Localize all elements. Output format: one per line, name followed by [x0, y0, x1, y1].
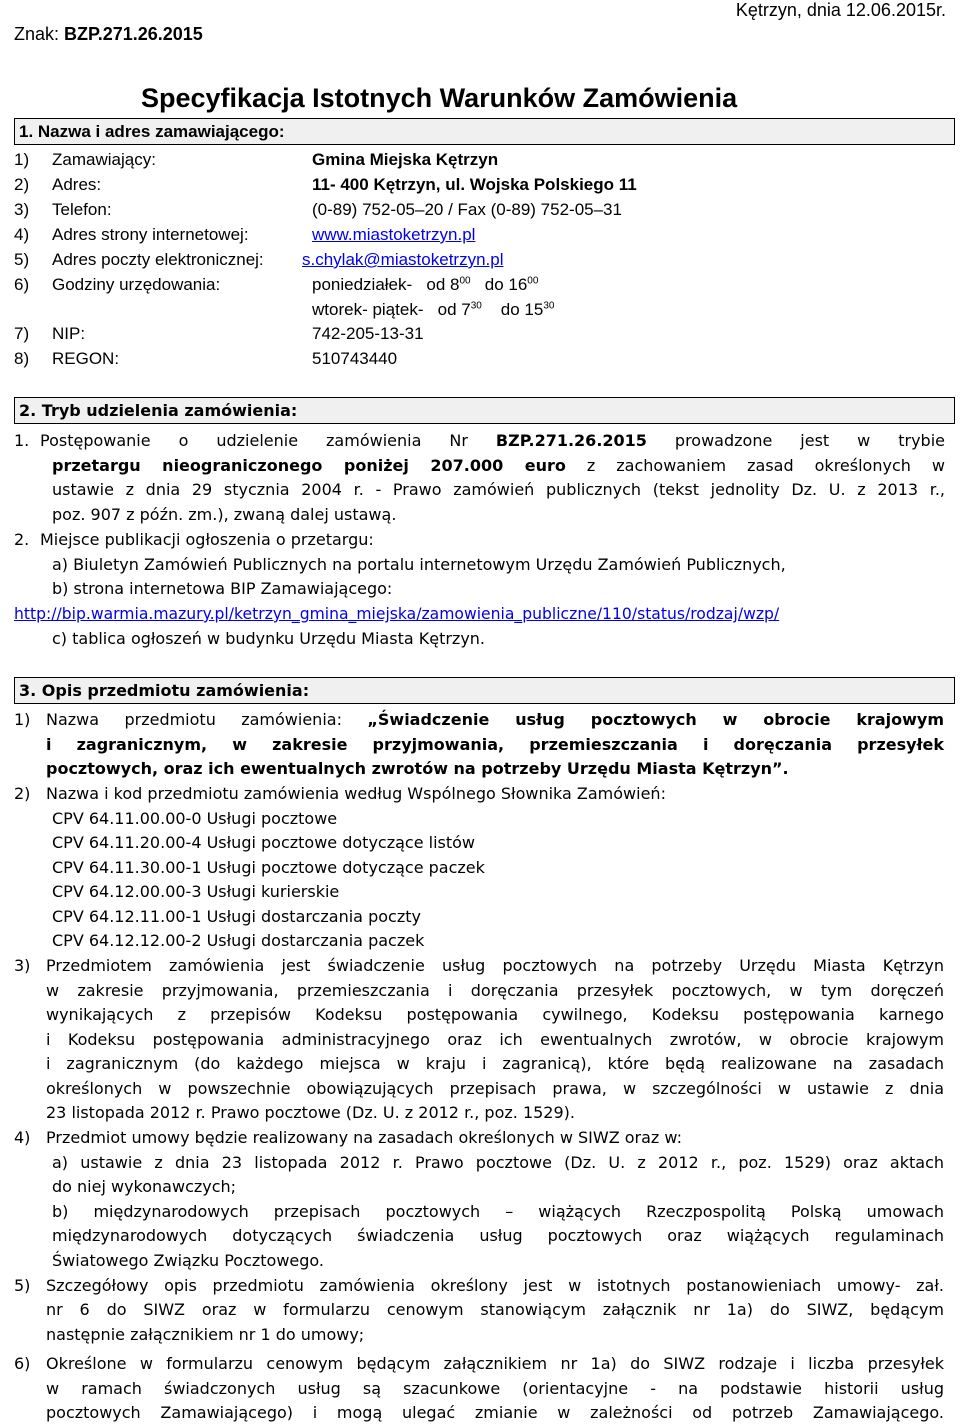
- paragraph-num: 2.: [14, 530, 30, 549]
- publication-b: b) strona internetowa BIP Zamawiającego:: [52, 579, 393, 598]
- item3-line: określonych w powszechnie obowiązujących przepisach prawa, w szczególności w ustawie z dnia: [46, 1079, 944, 1098]
- paragraph1-line3: ustawie z dnia 29 stycznia 2004 r. - Prawo zamówień publicznych (tekst jednolity Dz. U. z 2013 r.,: [52, 480, 945, 499]
- paragraph1-line1: Postępowanie o udzielenie zamówienia Nr BZP.271.26.2015 prowadzone jest w trybie: [40, 431, 946, 450]
- item-num: 3): [14, 200, 30, 219]
- page-title: Specyfikacja Istotnych Warunków Zamówienia: [141, 83, 738, 113]
- item5-line3: następnie załącznikiem nr 1 do umowy;: [46, 1325, 365, 1344]
- item-label: Adres poczty elektronicznej:: [52, 250, 264, 269]
- bip-url-link[interactable]: http://bip.warmia.mazury.pl/ketrzyn_gmina_miejska/zamowienia_publiczne/110/status/rodzaj/wzp/: [14, 605, 780, 623]
- item4-b-line2: międzynarodowych dotyczących świadczenia usług pocztowych oraz wiążących regulaminach: [52, 1226, 944, 1245]
- item3-line: wynikających z przepisów Kodeksu postępowania cywilnego, Kodeksu postępowania karnego: [46, 1005, 944, 1024]
- item6-line3: pocztowych Zamawiającego) i mogą ulegać zmianie w zależności od potrzeb Zamawiającego.: [46, 1403, 944, 1422]
- section1-heading: 1. Nazwa i adres zamawiającego:: [14, 118, 955, 145]
- item-value: 742-205-13-31: [312, 324, 424, 343]
- item-num: 1): [14, 150, 30, 169]
- item-num: 6): [14, 275, 30, 294]
- hours-line-1: poniedziałek- od $8^{00}$ do $16^{00}$: [312, 275, 539, 294]
- item-label: Zamawiający:: [52, 150, 156, 169]
- item-num: 7): [14, 324, 30, 343]
- item-value: Gmina Miejska Kętrzyn: [312, 150, 499, 169]
- paragraph1-line4: poz. 907 z późn. zm.), zwaną dalej ustawą.: [52, 505, 397, 524]
- item-num: 5): [14, 250, 30, 269]
- item-num: 6): [14, 1354, 31, 1373]
- cpv-code: CPV 64.12.00.00-3 Usługi kurierskie: [52, 882, 340, 901]
- email-link[interactable]: s.chylak@miastoketrzyn.pl: [302, 250, 504, 269]
- item4-a-line1: a) ustawie z dnia 23 listopada 2012 r. Prawo pocztowe (Dz. U. z 2012 r., poz. 1529) oraz aktach: [52, 1153, 944, 1172]
- item-value: 11- 400 Kętrzyn, ul. Wojska Polskiego 11: [312, 175, 637, 194]
- item5-line1: Szczegółowy opis przedmiotu zamówienia określony jest w istotnych postanowieniach umowy- zał.: [46, 1276, 944, 1295]
- publication-a: a) Biuletyn Zamówień Publicznych na portalu internetowym Urzędu Zamówień Publicznych,: [52, 555, 786, 574]
- place-date: Kętrzyn, dnia 12.06.2015r.: [735, 0, 946, 20]
- item4-a-line2: do niej wykonawczych;: [52, 1177, 237, 1196]
- paragraph2-text: Miejsce publikacji ogłoszenia o przetargu:: [40, 530, 374, 549]
- item-num: 8): [14, 349, 30, 368]
- cpv-intro: Nazwa i kod przedmiotu zamówienia według Wspólnego Słownika Zamówień:: [46, 784, 666, 803]
- item-num: 3): [14, 956, 31, 975]
- item-num: 4): [14, 225, 30, 244]
- item4-b-line3: Światowego Związku Pocztowego.: [52, 1251, 325, 1270]
- cpv-code: CPV 64.12.11.00-1 Usługi dostarczania poczty: [52, 907, 421, 926]
- item-num: 2): [14, 175, 30, 194]
- cpv-code: CPV 64.11.00.00-0 Usługi pocztowe: [52, 809, 338, 828]
- item3-line: w zakresie przyjmowania, przemieszczania i doręczania przesyłek pocztowych, w tym doręczeń: [46, 981, 944, 1000]
- item-value: (0-89) 752-05–20 / Fax (0-89) 752-05–31: [312, 200, 622, 219]
- item3-line: i zagranicznym (do każdego miejsca w kraju i zagranicą), które będą realizowane na zasadach: [46, 1054, 944, 1073]
- cpv-code: CPV 64.11.20.00-4 Usługi pocztowe dotyczące listów: [52, 833, 476, 852]
- cpv-code: CPV 64.12.12.00-2 Usługi dostarczania paczek: [52, 931, 425, 950]
- reference-number: BZP.271.26.2015: [64, 24, 203, 44]
- item-label: Telefon:: [52, 200, 112, 219]
- item-label: Adres strony internetowej:: [52, 225, 249, 244]
- reference-label: Znak:: [14, 24, 65, 44]
- paragraph-num: 1.: [14, 431, 30, 450]
- item5-line2: nr 6 do SIWZ oraz w formularzu cenowym stanowiącym załącznik nr 1a) do SIWZ, będącym: [46, 1300, 944, 1319]
- item-num: 4): [14, 1128, 31, 1147]
- item3-line: i Kodeksu postępowania administracyjnego oraz ich ewentualnych zwrotów, w obrocie krajowym: [46, 1030, 944, 1049]
- website-link[interactable]: www.miastoketrzyn.pl: [312, 225, 476, 244]
- item-num: 5): [14, 1276, 31, 1295]
- section2-heading: 2. Tryb udzielenia zamówienia:: [14, 397, 955, 424]
- section3-heading: 3. Opis przedmiotu zamówienia:: [14, 677, 955, 704]
- item6-line2: w ramach świadczonych usług są szacunkowe (orientacyjne - na podstawie historii usług: [46, 1379, 944, 1398]
- paragraph1-line2: przetargu nieograniczonego poniżej 207.000 euro z zachowaniem zasad określonych w: [52, 456, 945, 475]
- subject-name-line3: pocztowych, oraz ich ewentualnych zwrotów na potrzeby Urzędu Miasta Kętrzyn”.: [46, 759, 789, 778]
- item4-b-line1: b) międzynarodowych przepisach pocztowych – wiążących Rzeczpospolitą Polską umowach: [52, 1202, 944, 1221]
- item3-line: 23 listopada 2012 r. Prawo pocztowe (Dz. U. z 2012 r., poz. 1529).: [46, 1103, 575, 1122]
- item-num: 1): [14, 710, 31, 729]
- subject-name-line2: i zagranicznym, w zakresie przyjmowania, przemieszczania i doręczania przesyłek: [46, 735, 944, 754]
- item-label: NIP:: [52, 324, 86, 343]
- publication-c: c) tablica ogłoszeń w budynku Urzędu Miasta Kętrzyn.: [52, 629, 486, 648]
- item-label: REGON:: [52, 349, 120, 368]
- item-value: 510743440: [312, 349, 398, 368]
- item4-text: Przedmiot umowy będzie realizowany na zasadach określonych w SIWZ oraz w:: [46, 1128, 683, 1147]
- item-num: 2): [14, 784, 31, 803]
- item-label: Adres:: [52, 175, 102, 194]
- item3-line: Przedmiotem zamówienia jest świadczenie usług pocztowych na potrzeby Urzędu Miasta Kętrzyn: [46, 956, 944, 975]
- subject-name-line1: Nazwa przedmiotu zamówienia: „Świadczenie usług pocztowych w obrocie krajowym: [46, 710, 945, 729]
- item6-line1: Określone w formularzu cenowym będącym załącznikiem nr 1a) do SIWZ rodzaje i liczba przesyłek: [46, 1354, 944, 1373]
- document-reference: [14, 22, 203, 46]
- item-label: Godziny urzędowania:: [52, 275, 221, 294]
- hours-line-2: wtorek- piątek- od $7^{30}$ do $15^{30}$: [312, 300, 555, 319]
- cpv-code: CPV 64.11.30.00-1 Usługi pocztowe dotyczące paczek: [52, 858, 485, 877]
